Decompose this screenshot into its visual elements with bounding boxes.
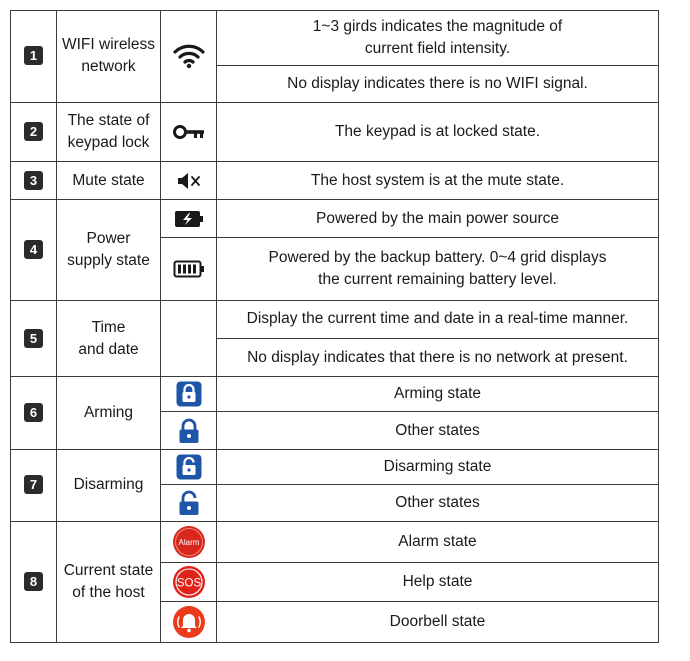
charging-icon: [161, 200, 217, 238]
wifi-icon: [161, 11, 217, 103]
alarm-icon: [161, 522, 217, 563]
sos-icon-label: SOS: [176, 577, 201, 590]
lock-closed-boxed-icon: [161, 377, 217, 412]
table-row-main-power: [11, 200, 659, 238]
description-arming-other: Other states: [217, 412, 659, 449]
description-alarm: Alarm state: [217, 522, 659, 563]
row-name-arming: Arming: [57, 377, 161, 449]
mute-icon: [161, 161, 217, 199]
doorbell-icon: [161, 601, 217, 642]
row-name-keypad-lock: The state of keypad lock: [57, 102, 161, 161]
key-icon: [161, 102, 217, 161]
description-disarming: Disarming state: [217, 449, 659, 484]
lock-open-boxed-icon: [161, 449, 217, 484]
description-keypad-lock: The keypad is at locked state.: [217, 102, 659, 161]
description-arming: Arming state: [217, 377, 659, 412]
description-main-power: Powered by the main power source: [217, 200, 659, 238]
row-number-6: 6: [11, 377, 57, 449]
row-number-1: 1: [11, 11, 57, 103]
table-row-disarming: [11, 449, 659, 484]
description-doorbell: Doorbell state: [217, 601, 659, 642]
row-number-4: 4: [11, 200, 57, 301]
icon-description-table: [10, 10, 659, 643]
table-row-wifi: [11, 11, 659, 66]
table-row-keypad-lock: [11, 102, 659, 161]
description-no-network: No display indicates that there is no network at present.: [217, 339, 659, 377]
alarm-icon-label: Alarm: [178, 538, 199, 548]
lock-closed-icon: [161, 412, 217, 449]
table-row-mute: [11, 161, 659, 199]
description-mute: The host system is at the mute state.: [217, 161, 659, 199]
row-number-5: 5: [11, 300, 57, 376]
description-wifi-none: No display indicates there is no WIFI signal.: [217, 66, 659, 102]
table-row-alarm: [11, 522, 659, 563]
sos-icon: [161, 563, 217, 601]
row-number-7: 7: [11, 449, 57, 521]
description-disarming-other: Other states: [217, 484, 659, 521]
battery-icon: [161, 238, 217, 300]
row-number-3: 3: [11, 161, 57, 199]
row-name-power-supply: Power supply state: [57, 200, 161, 301]
row-number-8: 8: [11, 522, 57, 643]
row-name-mute: Mute state: [57, 161, 161, 199]
description-backup-battery: Powered by the backup battery. 0~4 grid displays the current remaining battery level.: [217, 238, 659, 300]
description-help: Help state: [217, 563, 659, 601]
row-name-time-date: Time and date: [57, 300, 161, 376]
row-number-2: 2: [11, 102, 57, 161]
icon-cell-empty: [161, 300, 217, 376]
table-row-time-date: [11, 300, 659, 338]
lock-open-icon: [161, 484, 217, 521]
description-time-date: Display the current time and date in a real-time manner.: [217, 300, 659, 338]
row-name-host-state: Current state of the host: [57, 522, 161, 643]
row-name-disarming: Disarming: [57, 449, 161, 521]
row-name-wifi: WIFI wireless network: [57, 11, 161, 103]
description-wifi-strength: 1~3 girds indicates the magnitude of current field intensity.: [217, 11, 659, 66]
table-row-arming: [11, 377, 659, 412]
